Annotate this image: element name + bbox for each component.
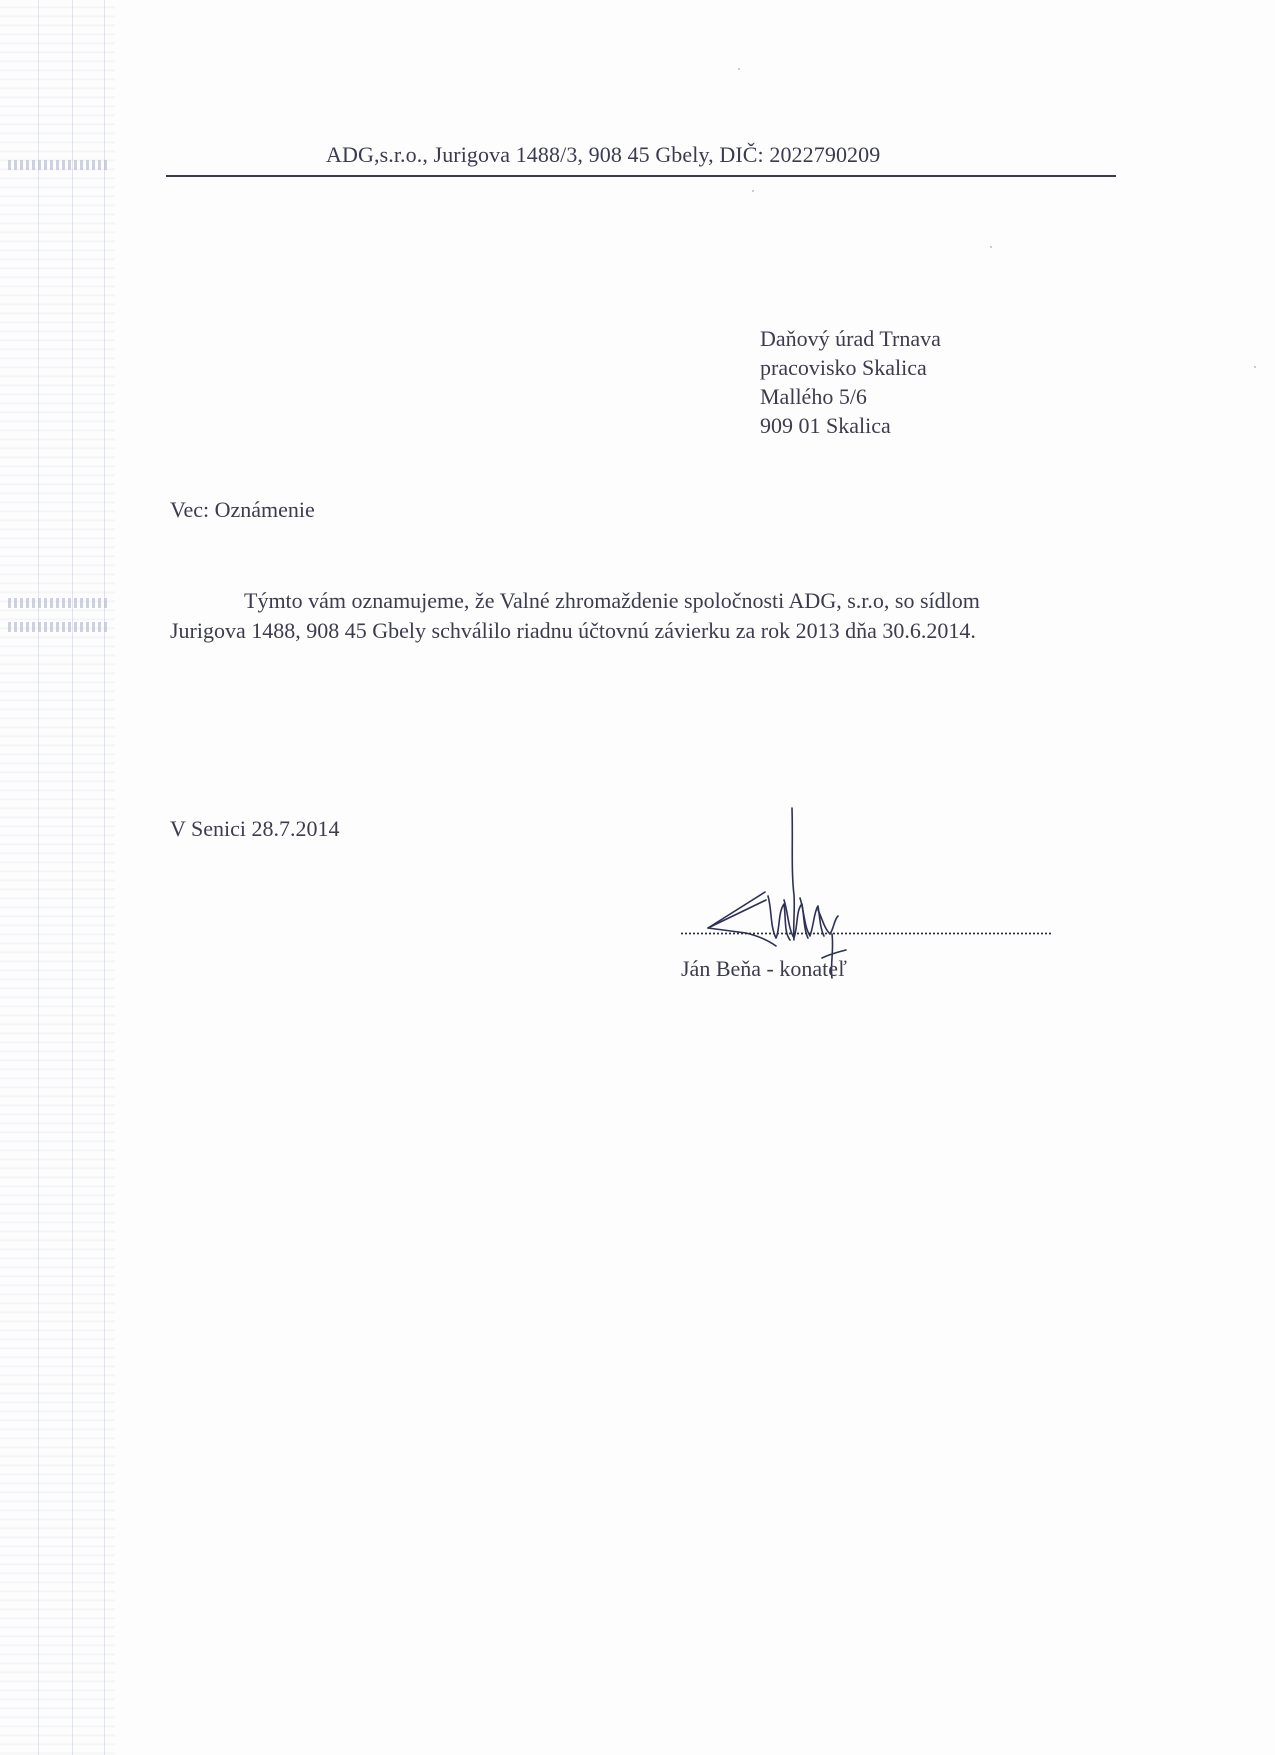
letterhead-text: ADG,s.r.o., Jurigova 1488/3, 908 45 Gbely, DIČ: 2022790209 [326,142,881,167]
place-and-date: V Senici 28.7.2014 [170,816,340,841]
scan-edge-line [38,0,39,1755]
scan-edge-line [72,0,73,1755]
scan-edge-artifact [0,0,115,1755]
scan-band [8,598,108,608]
scan-band [8,160,108,170]
recipient-line: pracovisko Skalica [760,355,927,380]
speck [738,68,740,70]
signature-dotted-line [680,932,1052,935]
speck [752,190,754,192]
recipient-line: Mallého 5/6 [760,384,867,409]
speck [1254,366,1256,368]
letter-body [170,586,1100,646]
signature-block [680,800,1060,1000]
subject-line: Vec: Oznámenie [170,497,315,522]
speck [990,246,992,248]
recipient-address [760,324,941,440]
body-line: Jurigova 1488, 908 45 Gbely schválilo riadnu účtovnú závierku za rok 2013 dňa 30.6.2014. [170,618,976,643]
scan-edge-line [104,0,105,1755]
signer-name: Ján Beňa - konateľ [681,956,847,981]
body-line: Týmto vám oznamujeme, že Valné zhromaždenie spoločnosti ADG, s.r.o, so sídlom [244,588,980,613]
letterhead-rule [166,175,1116,177]
recipient-line: 909 01 Skalica [760,413,891,438]
recipient-line: Daňový úrad Trnava [760,326,941,351]
scan-band [8,622,108,632]
